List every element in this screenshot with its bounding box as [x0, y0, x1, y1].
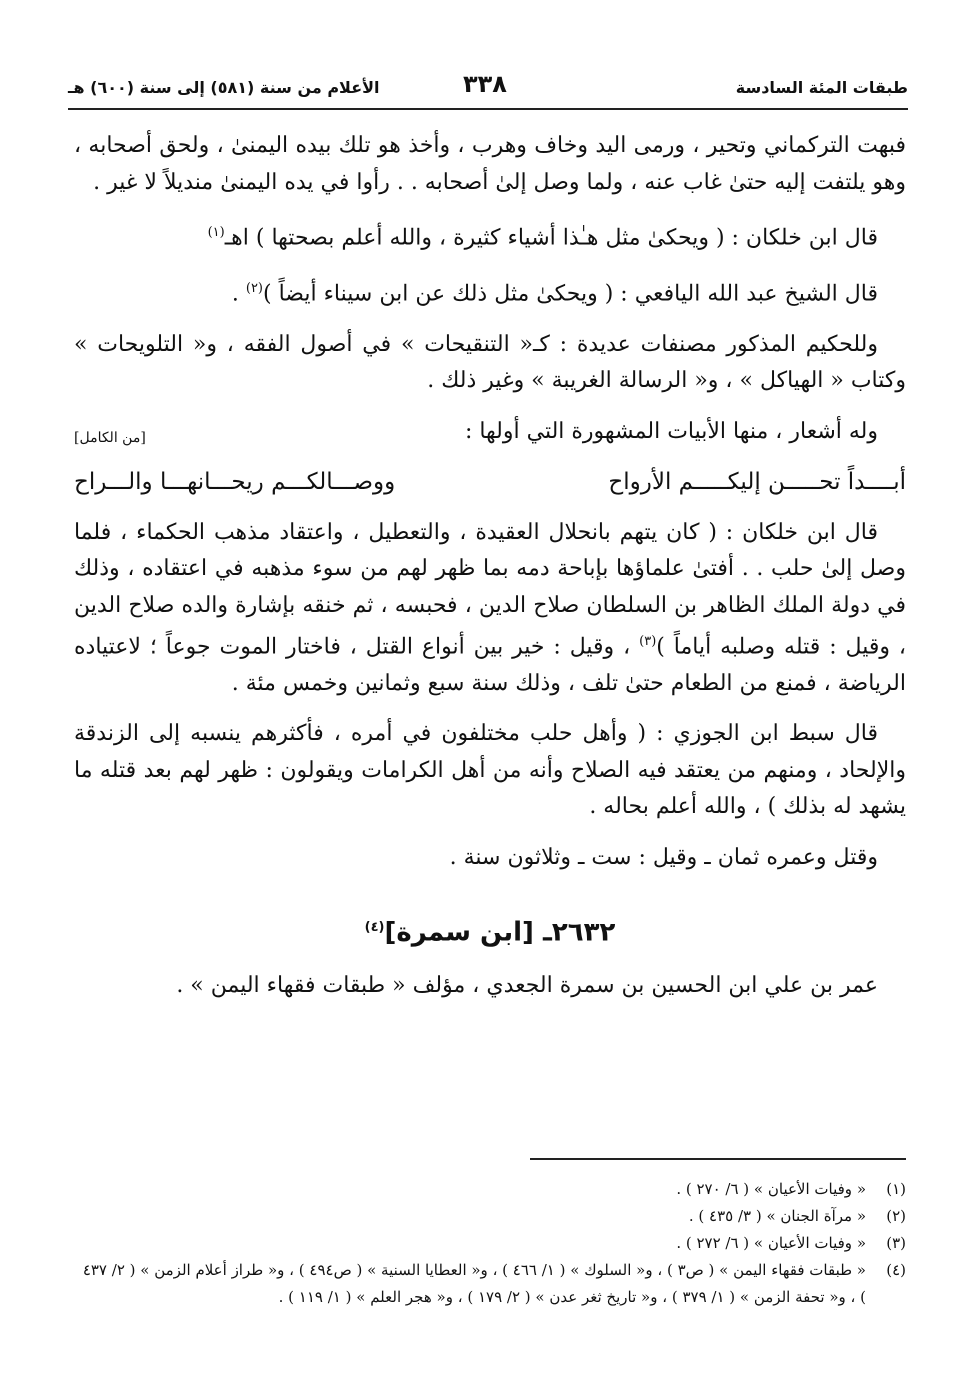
- paragraph: قال ابن خلكان : ( كان يتهم بانحلال العقيدة ، والتعطيل ، واعتقاد مذهب الحكماء ، فلما وصل إلىٰ حلب . . أفتىٰ علماؤها بإباحة دمه بما ظهر لهم من سوء مذهبه في اعتقاده ، وذلك في دولة الملك الظاهر بن السلطان صلاح الدين ، فحبسه ، ثم خنقه بإشارة والده صلاح الدين ، وقيل : قتله وصلبه أياماً )$^{(٣)}$ ، وقيل : خير بين أنواع القتل ، فاختار الموت جوعاً ؛ لاعتياده الرياضة ، فمنع من الطعام حتىٰ تلف ، وذلك سنة سبع وثمانين وخمس مئة .: [74, 519, 906, 696]
- paragraph: فبهت التركماني وتحير ، ورمى اليد وخاف وهرب ، وأخذ هو تلك بيده اليمنىٰ ، ولحق أصحابه ، وهو يلتفت إليه حتىٰ غاب عنه ، ولما وصل إلىٰ أصحابه . . رأوا في يده اليمنىٰ منديلاً لا غير .: [74, 133, 906, 195]
- header-rule: [68, 108, 908, 110]
- running-header: [68, 70, 908, 104]
- footnote-number: (٤): [886, 1261, 906, 1279]
- header-section-title: طبقات المئة السادسة: [735, 78, 908, 97]
- footnotes: [74, 1176, 906, 1311]
- paragraph: قال ابن خلكان : ( ويحكىٰ مثل هـٰذا أشياء كثيرة ، والله أعلم بصحتها ) اهـ$^{(١)}$: [207, 225, 878, 251]
- poetry-intro: وله أشعار ، منها الأبيات المشهورة التي أولها : [من الكامل]: [74, 414, 906, 451]
- footnote-text: « مرآة الجنان » ( ٣/ ٤٣٥ ) .: [688, 1207, 866, 1225]
- footnote: [74, 1203, 906, 1230]
- footnote-text: « وفيات الأعيان » ( ٦/ ٢٧٢ ) .: [676, 1234, 866, 1252]
- footnote-ref[interactable]: (٤): [364, 920, 385, 936]
- footnote-ref[interactable]: (٣): [639, 634, 657, 650]
- paragraph: وللحكيم المذكور مصنفات عديدة : كـ« التنقيحات » في أصول الفقه ، و« التلويحات » وكتاب « الهياكل » ، و« الرسالة الغريبة » وغير ذلك .: [74, 331, 906, 394]
- verse-hemistich-first: أبــــداً تحـــــن إليكـــــم الأرواح: [608, 469, 906, 496]
- footnote-number: (٣): [886, 1234, 906, 1252]
- main-text: [74, 128, 906, 1018]
- footnote-rule: [530, 1158, 906, 1160]
- header-date-range: الأعلام من سنة (٥٨١) إلى سنة (٦٠٠) هـ: [68, 78, 380, 97]
- footnote: [74, 1257, 906, 1311]
- footnote-text: « وفيات الأعيان » ( ٦/ ٢٧٠ ) .: [676, 1180, 866, 1198]
- footnote-ref[interactable]: (٢): [245, 280, 263, 296]
- entry-heading: ٢٦٣٢ـ [ابن سمرة]$^{(٤)}$: [364, 918, 616, 949]
- paragraph: قال سبط ابن الجوزي : ( وأهل حلب مختلفون في أمره ، فأكثرهم ينسبه إلى الزندقة والإلحاد ، ومنهم من يعتقد فيه الصلاح وأنه من أهل الكرامات ويقولون : ظهر لهم بعد قتله ما يشهد له بذلك ) ، والله أعلم بحاله .: [74, 721, 906, 820]
- verse-hemistich-second: ووصـــالكـــم ريحـــانهـــا والـــراح: [74, 469, 396, 496]
- footnote: [74, 1176, 906, 1203]
- footnote-text: « طبقات فقهاء اليمن » ( ص٣ ) ، و« السلوك » ( ١/ ٤٦٦ ) ، و« العطايا السنية » ( ص٤٩٤ ) ، و« طراز أعلام الزمن » ( ٢/ ٤٣٧ ) ، و« تحفة الزمن » ( ١/ ٣٧٩ ) ، و« تاريخ ثغر عدن » ( ٢/ ١٧٩ ) ، و« هجر العلم » ( ١/ ١١٩ ) .: [82, 1261, 866, 1306]
- verse-line: [74, 464, 906, 501]
- footnote-number: (٢): [886, 1207, 906, 1225]
- footnote-number: (١): [886, 1180, 906, 1198]
- footnote-ref[interactable]: (١): [207, 225, 225, 240]
- entry-text: عمر بن علي ابن الحسين بن سمرة الجعدي ، مؤلف « طبقات فقهاء اليمن » .: [176, 972, 878, 998]
- poetry-meter: [من الكامل]: [74, 429, 146, 446]
- paragraph: وقتل وعمره ثمان ـ وقيل : ست ـ وثلاثون سنة .: [449, 844, 878, 870]
- paragraph: قال الشيخ عبد الله اليافعي : ( ويحكىٰ مثل ذلك عن ابن سيناء أيضاً )$^{(٢)}$ .: [231, 280, 878, 307]
- page-number: ٣٣٨: [463, 70, 507, 98]
- footnote: [74, 1230, 906, 1257]
